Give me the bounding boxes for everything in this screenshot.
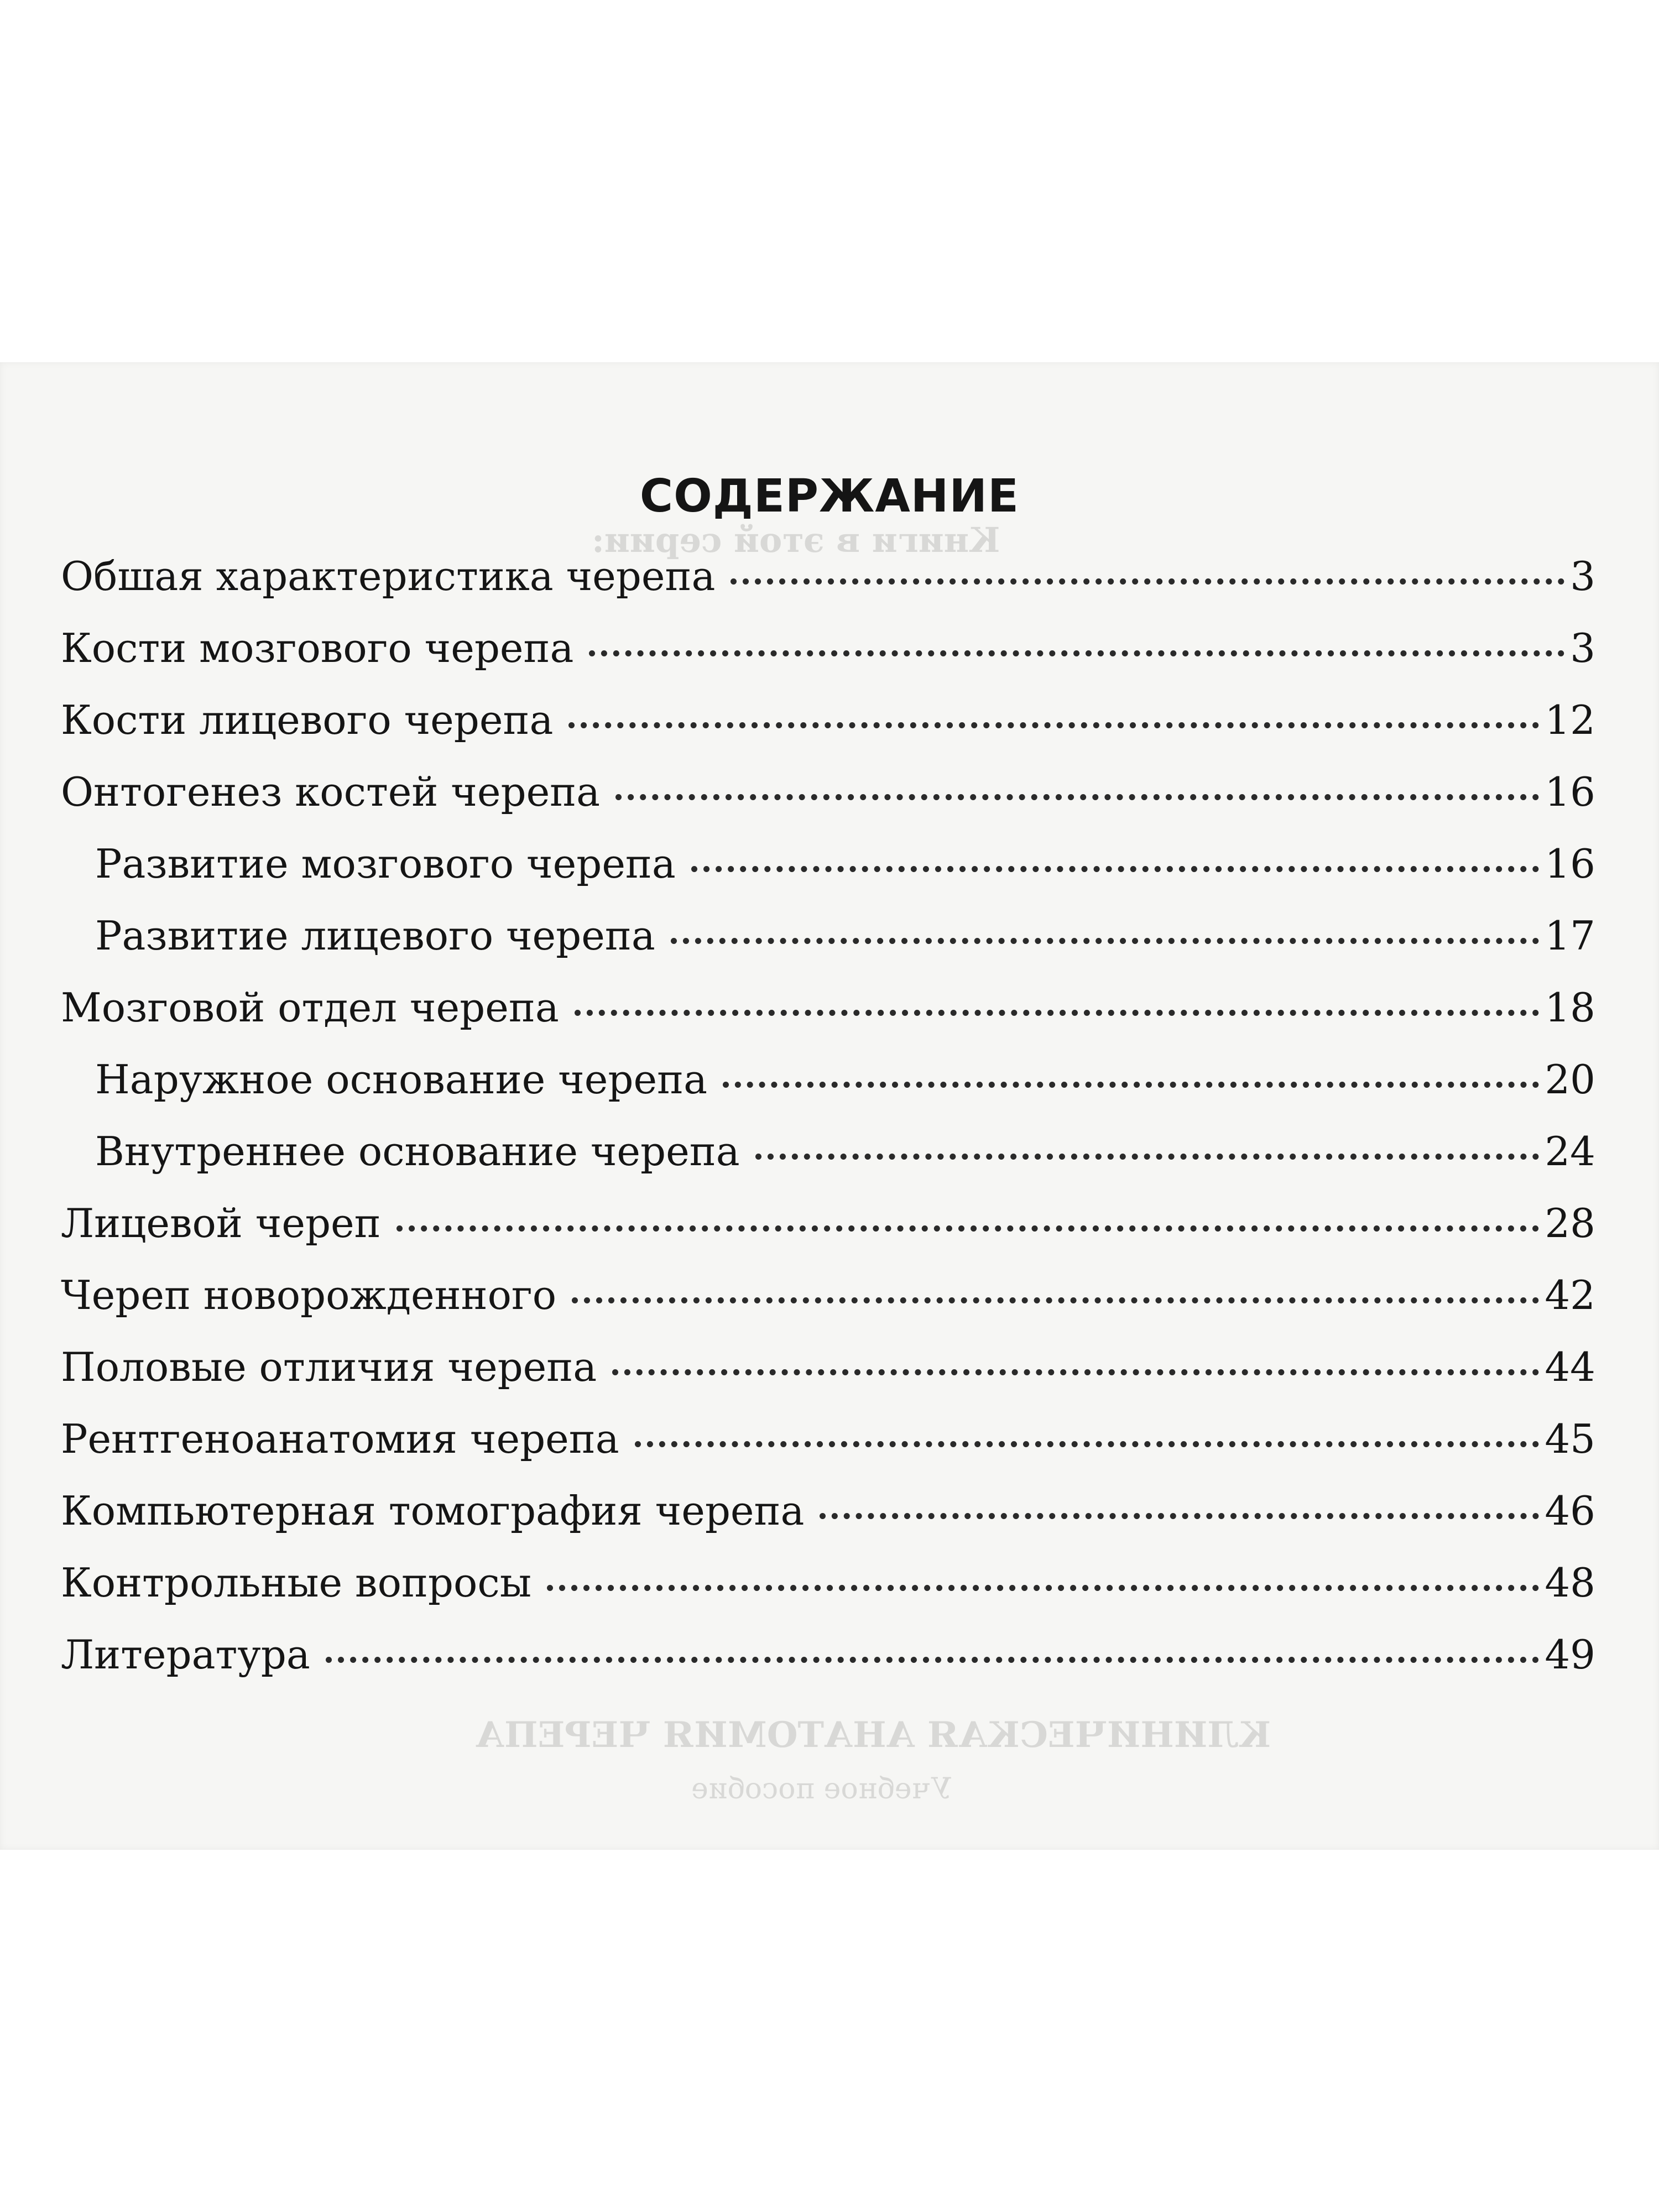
toc-page-number: 3 — [1570, 553, 1595, 599]
toc-entry[interactable] — [61, 553, 1595, 625]
toc-entry-title: Мозговой отдел черепа — [61, 984, 559, 1031]
toc-entry[interactable] — [61, 1559, 1595, 1631]
toc-page-number: 16 — [1545, 841, 1595, 887]
toc-page-number: 16 — [1545, 769, 1595, 815]
toc-entry[interactable] — [61, 1200, 1595, 1272]
toc-entry-title: Кости лицевого черепа — [61, 697, 554, 743]
toc-subentry[interactable] — [61, 1128, 1595, 1200]
toc-entry-title: Компьютерная томография черепа — [61, 1488, 805, 1534]
show-through-book-type: Учебное пособие — [691, 1772, 952, 1806]
dot-leader — [589, 650, 1564, 656]
toc-subentry[interactable] — [61, 1056, 1595, 1128]
dot-leader — [671, 938, 1540, 944]
dot-leader — [612, 1369, 1539, 1375]
toc-entry[interactable] — [61, 769, 1595, 841]
toc-page-number: 18 — [1545, 984, 1595, 1031]
dot-leader — [547, 1585, 1539, 1591]
toc-entry[interactable] — [61, 697, 1595, 769]
toc-entry-title: Череп новорожденного — [61, 1272, 557, 1318]
dot-leader — [635, 1441, 1540, 1447]
contents-heading: СОДЕРЖАНИЕ — [639, 470, 1020, 523]
toc-page-number: 12 — [1545, 697, 1595, 743]
toc-entry[interactable] — [61, 984, 1595, 1056]
show-through-series-heading: Книги в этой серии: — [592, 520, 1000, 560]
dot-leader — [691, 866, 1540, 872]
toc-subentry[interactable] — [61, 912, 1595, 984]
toc-entry-title: Контрольные вопросы — [61, 1559, 531, 1606]
toc-page-number: 49 — [1545, 1631, 1595, 1678]
toc-entry-title: Обшая характеристика черепа — [61, 553, 716, 599]
toc-page-number: 45 — [1545, 1416, 1595, 1462]
toc-entry-title: Литература — [61, 1631, 310, 1678]
toc-page-number: 48 — [1545, 1559, 1595, 1606]
toc-page-number: 20 — [1545, 1056, 1595, 1103]
toc-entry-title: Лицевой череп — [61, 1200, 381, 1246]
dot-leader — [755, 1154, 1540, 1160]
toc-entry-title: Онтогенез костей черепа — [61, 769, 601, 815]
toc-entry-title: Наружное основание черепа — [95, 1056, 707, 1103]
toc-entry-title: Рентгеноанатомия черепа — [61, 1416, 619, 1462]
toc-entry-title: Кости мозгового черепа — [61, 625, 574, 671]
dot-leader — [397, 1225, 1540, 1232]
toc-entry-title: Развитие лицевого черепа — [95, 912, 655, 959]
show-through-book-title: КЛИНИЧЕСКАЯ АНАТОМИЯ ЧЕРЕПА — [476, 1714, 1271, 1756]
toc-page-number: 17 — [1545, 912, 1595, 959]
toc-entry[interactable] — [61, 1488, 1595, 1559]
toc-entry[interactable] — [61, 1344, 1595, 1416]
toc-page-number: 3 — [1570, 625, 1595, 671]
dot-leader — [723, 1082, 1539, 1088]
toc-entry-title: Внутреннее основание черепа — [95, 1128, 740, 1175]
toc-entry[interactable] — [61, 625, 1595, 697]
toc-entry[interactable] — [61, 1416, 1595, 1488]
table-of-contents — [61, 553, 1595, 1703]
toc-page-number: 28 — [1545, 1200, 1595, 1246]
toc-page-number: 44 — [1545, 1344, 1595, 1390]
dot-leader — [731, 578, 1564, 585]
toc-entry[interactable] — [61, 1631, 1595, 1703]
dot-leader — [575, 1010, 1540, 1016]
toc-entry-title: Развитие мозгового черепа — [95, 841, 676, 887]
toc-page-number: 42 — [1545, 1272, 1595, 1318]
dot-leader — [326, 1657, 1540, 1663]
dot-leader — [820, 1513, 1539, 1519]
dot-leader — [568, 722, 1539, 728]
toc-page-number: 46 — [1545, 1488, 1595, 1534]
toc-entry[interactable] — [61, 1272, 1595, 1344]
toc-entry-title: Половые отличия черепа — [61, 1344, 597, 1390]
toc-subentry[interactable] — [61, 841, 1595, 912]
toc-page-number: 24 — [1545, 1128, 1595, 1175]
dot-leader — [615, 794, 1539, 800]
dot-leader — [572, 1297, 1539, 1303]
